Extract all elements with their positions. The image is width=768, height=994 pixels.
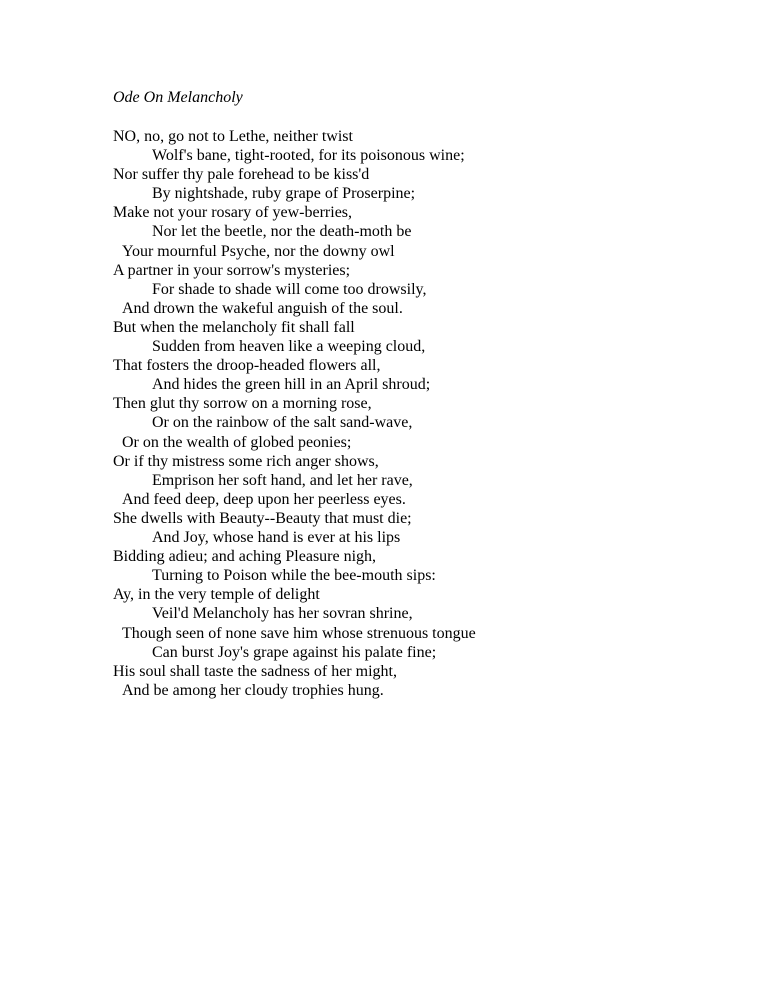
poem-line: Ay, in the very temple of delight: [113, 586, 320, 604]
poem-line: Sudden from heaven like a weeping cloud,: [152, 338, 426, 356]
poem-line: Bidding adieu; and aching Pleasure nigh,: [113, 548, 377, 566]
poem-line: Wolf's bane, tight-rooted, for its poisonous wine;: [152, 147, 465, 165]
poem-line: And hides the green hill in an April shroud;: [152, 376, 431, 394]
poem-line: Or if thy mistress some rich anger shows,: [113, 452, 379, 470]
poem-line: Though seen of none save him whose strenuous tongue: [122, 624, 476, 642]
poem-line: And drown the wakeful anguish of the soul.: [122, 299, 403, 317]
poem-line: Can burst Joy's grape against his palate fine;: [152, 643, 437, 661]
stanza-3: [113, 509, 476, 700]
poem-line: Or on the rainbow of the salt sand-wave,: [152, 414, 413, 432]
stanza-1: [113, 127, 465, 318]
poem-line: Veil'd Melancholy has her sovran shrine,: [152, 605, 413, 623]
poem-line: A partner in your sorrow's mysteries;: [113, 261, 351, 279]
poem-line: But when the melancholy fit shall fall: [113, 319, 355, 336]
poem-line: And Joy, whose hand is ever at his lips: [152, 529, 401, 547]
poem-line: Make not your rosary of yew-berries,: [113, 204, 353, 222]
poem-line: Your mournful Psyche, nor the downy owl: [122, 242, 395, 260]
poem-line: His soul shall taste the sadness of her might,: [113, 662, 397, 680]
poem-line: Emprison her soft hand, and let her rave,: [152, 471, 413, 489]
poem-line: Turning to Poison while the bee-mouth sips:: [152, 567, 436, 585]
poem-line: And be among her cloudy trophies hung.: [122, 681, 384, 699]
poem-line: By nightshade, ruby grape of Proserpine;: [152, 185, 416, 203]
poem-line: Nor let the beetle, nor the death-moth be: [152, 223, 412, 241]
poem-line: That fosters the droop-headed flowers all,: [113, 357, 381, 375]
poem-line: NO, no, go not to Lethe, neither twist: [113, 128, 353, 145]
poem-line: And feed deep, deep upon her peerless eyes.: [122, 490, 406, 508]
poem-title: Ode On Melancholy: [113, 89, 243, 106]
poem-line: Or on the wealth of globed peonies;: [122, 433, 352, 451]
poem-line: Then glut thy sorrow on a morning rose,: [113, 395, 372, 413]
poem-line: For shade to shade will come too drowsily,: [152, 280, 427, 298]
poem-line: She dwells with Beauty--Beauty that must die;: [113, 510, 412, 527]
poem-line: Nor suffer thy pale forehead to be kiss'd: [113, 166, 370, 184]
stanza-2: [113, 318, 430, 509]
